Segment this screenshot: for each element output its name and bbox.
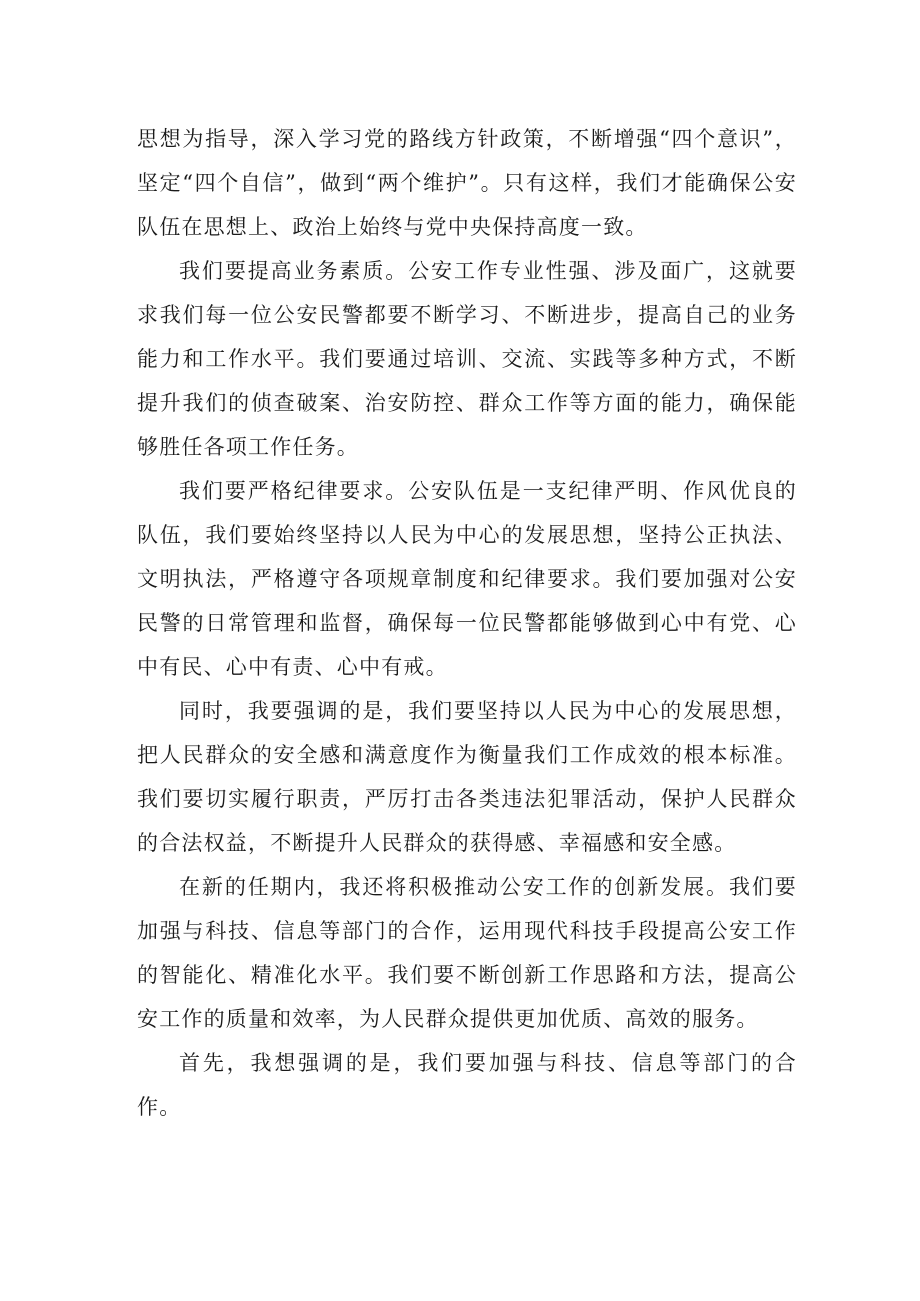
paragraph-4: 同时，我要强调的是，我们要坚持以人民为中心的发展思想，把人民群众的安全感和满意度作为衡量我们工作成效的根本标准。我们要切实履行职责，严厉打击各类违法犯罪活动，保护人民群众的合法权益，不断提升人民群众的获得感、幸福感和安全感。 (137, 699, 797, 855)
paragraph-3: 我们要严格纪律要求。公安队伍是一支纪律严明、作风优良的队伍，我们要始终坚持以人民为中心的发展思想，坚持公正执法、文明执法，严格遵守各项规章制度和纪律要求。我们要加强对公安民警的日常管理和监督，确保每一位民警都能够做到心中有党、心中有民、心中有责、心中有戒。 (137, 479, 797, 679)
paragraph-1: 思想为指导，深入学习党的路线方针政策，不断增强“四个意识”，坚定“四个自信”，做到“两个维护”。只有这样，我们才能确保公安队伍在思想上、政治上始终与党中央保持高度一致。 (137, 127, 797, 239)
paragraph-5: 在新的任期内，我还将积极推动公安工作的创新发展。我们要加强与科技、信息等部门的合作，运用现代科技手段提高公安工作的智能化、精准化水平。我们要不断创新工作思路和方法，提高公安工作的质量和效率，为人民群众提供更加优质、高效的服务。 (137, 875, 797, 1031)
document-body (137, 117, 797, 1129)
paragraph-6: 首先，我想强调的是，我们要加强与科技、信息等部门的合作。 (137, 1051, 797, 1119)
paragraph-2: 我们要提高业务素质。公安工作专业性强、涉及面广，这就要求我们每一位公安民警都要不断学习、不断进步，提高自己的业务能力和工作水平。我们要通过培训、交流、实践等多种方式，不断提升我们的侦查破案、治安防控、群众工作等方面的能力，确保能够胜任各项工作任务。 (137, 259, 797, 459)
